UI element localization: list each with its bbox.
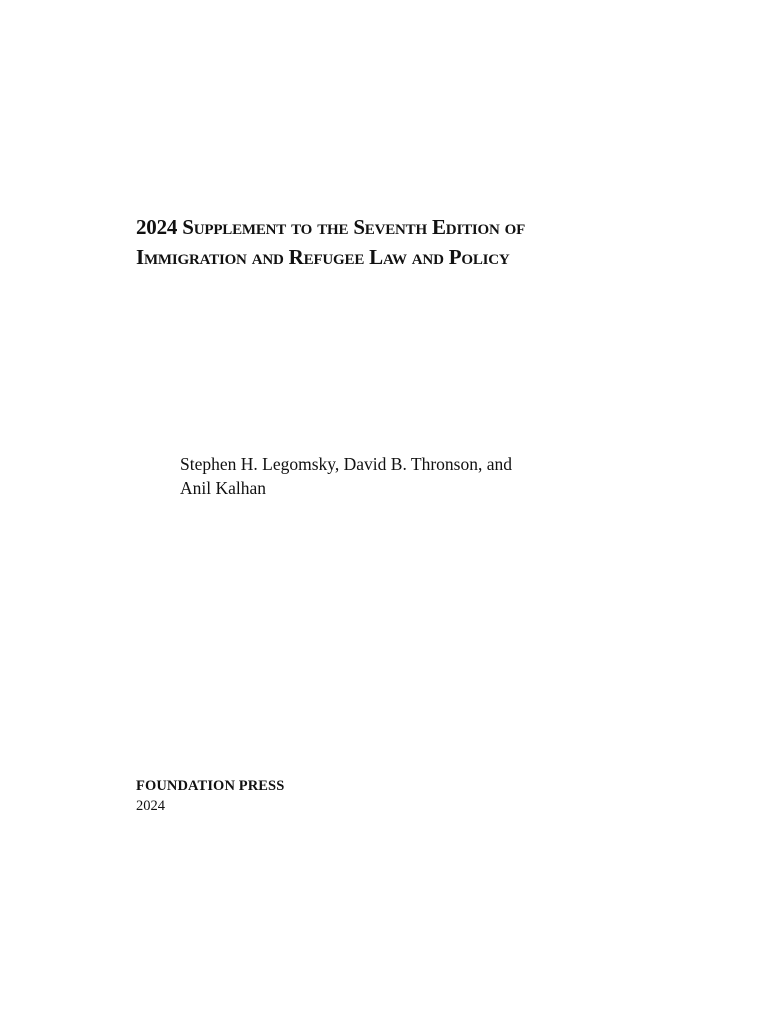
book-title-line-2: Immigration and Refugee Law and Policy xyxy=(136,245,510,269)
publisher-name: FOUNDATION PRESS xyxy=(136,778,285,794)
book-title-line-1: 2024 Supplement to the Seventh Edition of xyxy=(136,215,526,239)
book-title xyxy=(136,212,696,272)
publisher-info xyxy=(136,776,436,816)
publication-year: 2024 xyxy=(136,798,165,814)
authors-line-2: Anil Kalhan xyxy=(180,478,267,498)
authors-line-1: Stephen H. Legomsky, David B. Thronson, and xyxy=(180,454,512,474)
authors xyxy=(180,452,600,500)
